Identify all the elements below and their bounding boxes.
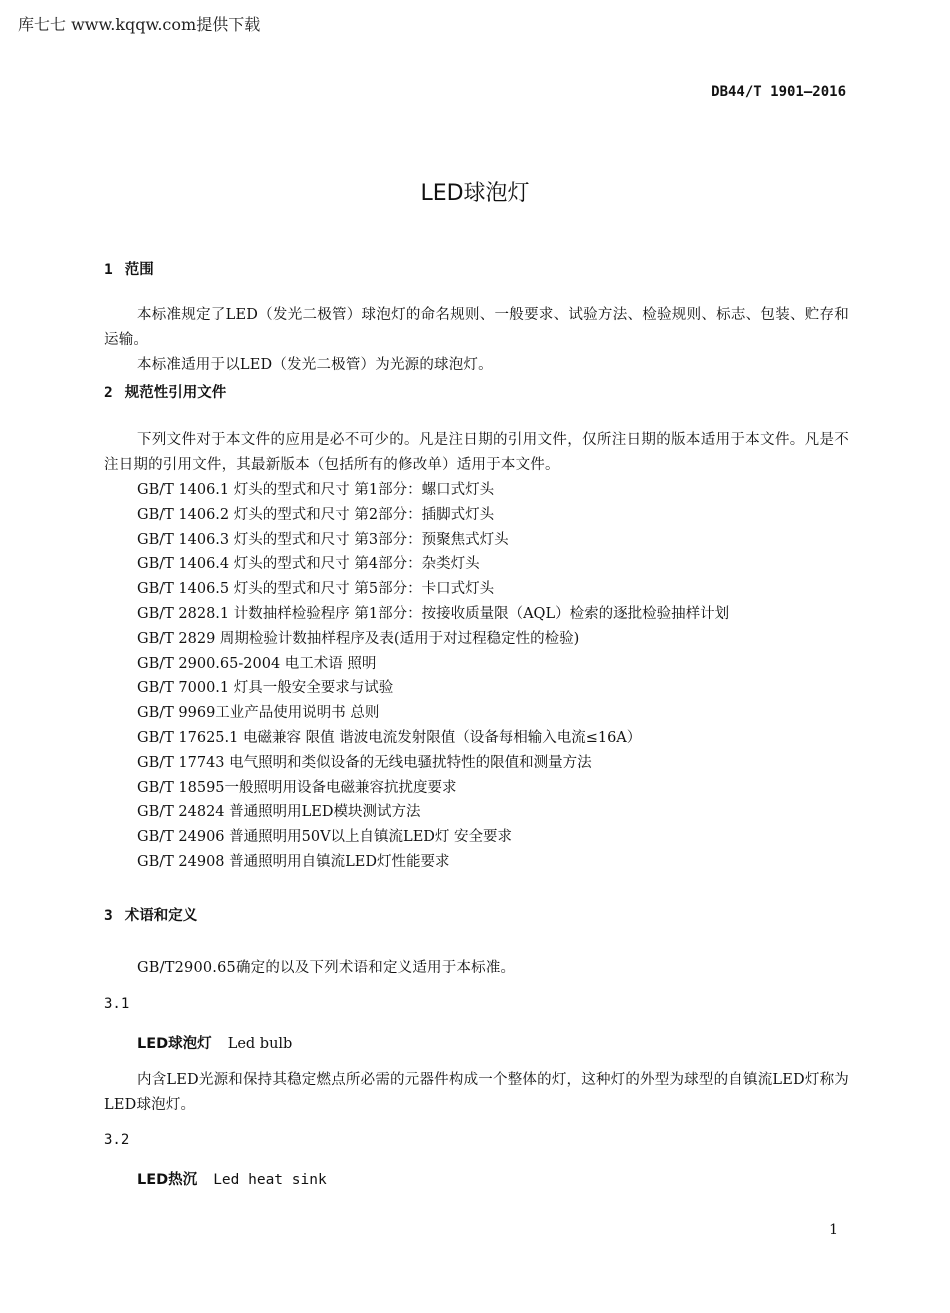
reference-item: GB/T 1406.3 灯头的型式和尺寸 第3部分：预聚焦式灯头 bbox=[137, 531, 509, 548]
term-entry bbox=[137, 1032, 292, 1053]
section-1-heading bbox=[104, 258, 154, 279]
reference-item: GB/T 18595一般照明用设备电磁兼容抗扰度要求 bbox=[137, 779, 457, 796]
terms-intro: GB/T2900.65确定的以及下列术语和定义适用于本标准。 bbox=[137, 960, 516, 976]
reference-item: GB/T 1406.5 灯头的型式和尺寸 第5部分：卡口式灯头 bbox=[137, 581, 495, 598]
scope-applicability-paragraph: 本标准适用于以LED（发光二极管）为光源的球泡灯。 bbox=[137, 357, 493, 373]
reference-item: GB/T 2828.1 计数抽样检验程序 第1部分：按接收质量限（AQL）检索的逐批检验抽样计划 bbox=[137, 605, 730, 622]
section-3-heading bbox=[104, 904, 197, 925]
scope-paragraph: 本标准规定了LED（发光二极管）球泡灯的命名规则、一般要求、试验方法、检验规则、标志、包装、贮存和运输。 bbox=[104, 307, 849, 348]
normative-references-intro: 下列文件对于本文件的应用是必不可少的。凡是注日期的引用文件，仅所注日期的版本适用于本文件。凡是不注日期的引用文件，其最新版本（包括所有的修改单）适用于本文件。 bbox=[104, 432, 849, 473]
term-english: Led bulb bbox=[227, 1036, 293, 1052]
section-title: 规范性引用文件 bbox=[124, 385, 227, 401]
reference-item: GB/T 9969工业产品使用说明书 总则 bbox=[137, 705, 380, 722]
reference-item: GB/T 7000.1 灯具一般安全要求与试验 bbox=[137, 680, 394, 697]
section-number: 2 bbox=[104, 385, 113, 401]
reference-list bbox=[137, 478, 729, 875]
section-number: 1 bbox=[104, 262, 113, 278]
reference-item: GB/T 1406.2 灯头的型式和尺寸 第2部分：插脚式灯头 bbox=[137, 506, 495, 523]
term-chinese: LED球泡灯 bbox=[137, 1036, 212, 1052]
document-title: LED球泡灯 bbox=[420, 181, 530, 206]
term-english: Led heat sink bbox=[213, 1172, 327, 1188]
document-number: DB44/T 1901—2016 bbox=[711, 84, 846, 100]
term-entry bbox=[137, 1168, 327, 1189]
reference-item: GB/T 1406.1 灯头的型式和尺寸 第1部分：螺口式灯头 bbox=[137, 482, 495, 498]
reference-item: GB/T 24908 普通照明用自镇流LED灯性能要求 bbox=[137, 853, 450, 870]
clause-number: 3.2 bbox=[104, 1132, 130, 1148]
reference-item: GB/T 1406.4 灯头的型式和尺寸 第4部分：杂类灯头 bbox=[137, 556, 480, 573]
watermark-text: 库七七 www.kqqw.com提供下载 bbox=[18, 15, 261, 34]
reference-item: GB/T 24906 普通照明用50V以上自镇流LED灯 安全要求 bbox=[137, 829, 513, 846]
section-number: 3 bbox=[104, 908, 113, 924]
reference-item: GB/T 17743 电气照明和类似设备的无线电骚扰特性的限值和测量方法 bbox=[137, 754, 592, 771]
reference-item: GB/T 24824 普通照明用LED模块测试方法 bbox=[137, 804, 421, 821]
section-title: 术语和定义 bbox=[124, 908, 198, 924]
term-definition: 内含LED光源和保持其稳定燃点所必需的元器件构成一个整体的灯，这种灯的外型为球型的自镇流LED灯称为LED球泡灯。 bbox=[104, 1072, 849, 1113]
clause-number: 3.1 bbox=[104, 996, 130, 1012]
term-chinese: LED热沉 bbox=[137, 1172, 198, 1188]
section-title: 范围 bbox=[124, 262, 154, 278]
reference-item: GB/T 17625.1 电磁兼容 限值 谐波电流发射限值（设备每相输入电流≤16A） bbox=[137, 729, 642, 746]
page-number: 1 bbox=[829, 1222, 838, 1238]
reference-item: GB/T 2829 周期检验计数抽样程序及表(适用于对过程稳定性的检验) bbox=[137, 630, 580, 647]
section-2-heading bbox=[104, 381, 226, 402]
reference-item: GB/T 2900.65-2004 电工术语 照明 bbox=[137, 655, 377, 672]
